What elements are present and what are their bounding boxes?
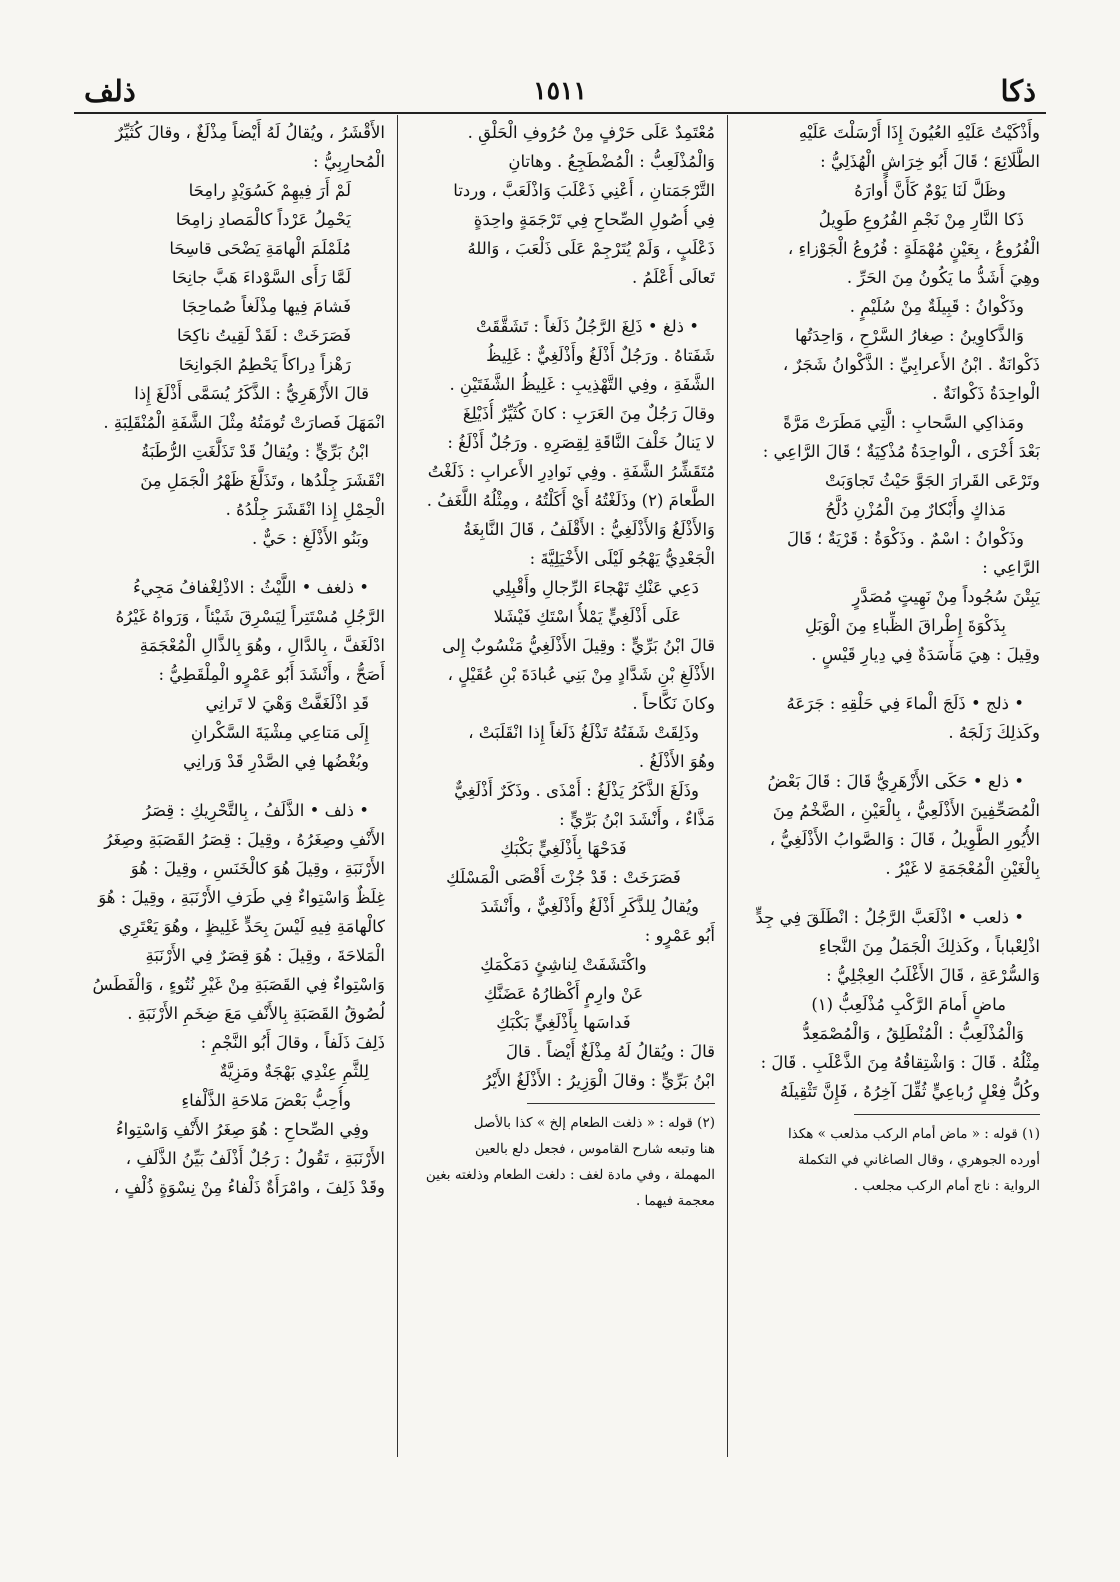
- text-line: الرَّاعِي :: [982, 558, 1040, 577]
- text-line: فَداسَها بِأَذْلَغِيٍّ بَكْبَكِ: [496, 1013, 631, 1032]
- text-line: الْمُصَحِّفِينَ الأَذْلَعِيُّ ، بِالْعَيْنِ ، الضَّخْمُ مِنَ: [772, 801, 1040, 820]
- entry-gap: [740, 883, 1040, 903]
- text-line: غِلَظٌ وَاسْتِواءٌ فِي طَرَفِ الأَرْنَبَةِ ، وقِيلَ : هُوَ: [98, 888, 385, 907]
- text-line: وكُلُّ فِعْلٍ رُباعِيٍّ ثُقِّلَ آخِرُهُ ، فَإِنَّ تَثْقِيلَهُ: [779, 1082, 1040, 1101]
- text-line: وتَرْعَى القَرارَ الجَوَّ حَيْثُ تَجاوَبَتْ: [824, 471, 1040, 490]
- text-line: وقالَ رَجُلٌ مِنَ العَرَبِ : كانَ كُثَيِّرٌ أُذَيْلِغَ: [462, 404, 715, 423]
- text-line: وَالذَّكاوِينُ : صِغارُ السَّرْحِ ، وَاحِدَتُها: [794, 326, 1024, 345]
- text-column-left: [90, 118, 385, 1458]
- text-line: مُلَمْلَمَ الْهامَةِ يَضْحَى قاسِحَا: [169, 239, 351, 258]
- text-line: إِلَى مَتاعِي مِشْيَةَ السَّكْرانِ: [190, 723, 369, 742]
- text-line: وَالْمُذْلَعِبُّ : الْمُضْطَجِعُ . وهاتانِ: [508, 152, 715, 171]
- text-line: وذَلَغَ الذَّكَرُ يَذْلَغُ : أَمْذَى . وذَكَرٌ أَذْلَغِيٌّ: [454, 781, 699, 800]
- text-line: مَذاكٍ وأَبْكارٌ مِنَ الْمُزْنِ دُلَّحُ: [825, 500, 1006, 519]
- footnote-line: هنا وتبعه شارح القاموس ، فجعل دلع بالعين: [474, 1141, 715, 1157]
- text-line: وفِي الصِّحاحِ : هُوَ صِغَرُ الأَنْفِ وَاسْتِواءُ: [115, 1120, 369, 1139]
- text-line: الشَّفَةِ ، وفِي التَّهْذِيبِ : غَلِيظُ الشَّفَتَيْنِ .: [449, 375, 715, 394]
- text-line: واكْتَشَفَتْ لِناشِئٍ دَمَكْمَكِ: [480, 955, 647, 974]
- text-line: فَصَرَخَتْ : لَقَدْ لَقِيتُ ناكِحَا: [177, 326, 351, 345]
- text-line: مُتَقَشِّرُ الشَّفَةِ . وفِي نَوادِرِ الأَعرابِ : ذَلَغْتُ: [427, 462, 715, 481]
- text-line: ابْنُ بَرِّيٍّ : وقالَ الْوَزِيرُ : الأَذْلَغُ الأَيْرُ: [483, 1071, 715, 1090]
- text-line: قالَ : ويُقالُ لَهُ مِذْلَغٌ أَيْضاً . قالَ: [506, 1042, 715, 1061]
- text-line: الطَّلَائِعَ ؛ قَالَ أَبُو خِرَاشٍ الْهُذَلِيُّ :: [820, 152, 1040, 171]
- text-line: قالَ الأَزْهَرِيُّ : الذَّكَرُ يُسَمَّى أَذْلَغَ إِذا: [134, 384, 369, 403]
- text-line: وَالسُّرْعَةِ ، قَالَ الأَغْلَبُ العِجْلِيُّ :: [826, 966, 1040, 985]
- text-line: تَعالَى أَعْلَمُ .: [632, 268, 715, 287]
- footnote-rule: [527, 1103, 715, 1104]
- text-line: الْمَلاحَةَ ، وقِيلَ : هُوَ قِصَرٌ فِي الأَرْنَبَةِ: [145, 946, 385, 965]
- text-line: لُصُوقُ القَصَبَةِ بِالأَنْفِ مَعَ ضِخَمِ الأَرْنَبَةِ .: [127, 1004, 385, 1023]
- text-line: مَذَّاءٌ ، وأَنْشَدَ ابْنُ بَرِّيٍّ :: [559, 810, 715, 829]
- text-line: مِثْلُهُ . قَالَ : وَاشْتِقاقُهُ مِنَ الذَّعْلَبِ . قَالَ :: [760, 1053, 1040, 1072]
- entry-gap: [740, 669, 1040, 689]
- text-line: بِذَكْوَةَ إِطْراقَ الظِّباءِ مِنَ الْوَبَلِ: [805, 616, 1006, 635]
- column-divider: [397, 115, 398, 1457]
- text-line: رَهْزاً دِراكاً يَحْطِمُ الجَوانِحَا: [178, 355, 351, 374]
- text-line: الأُيُورِ الطَّوِيلُ ، قَالَ : وَالصَّوابُ الأَذْلَغِيُّ ،: [769, 830, 1040, 849]
- text-line: وَالأَذْلَغُ وَالأَذْلَغِيُّ : الأَقْلَفُ ، قَالَ النَّابِغَةُ: [463, 520, 715, 539]
- text-line: وذَكْوانُ : اسْمٌ . وذَكْوَةُ : قَرْيَةٌ ؛ قَالَ: [786, 529, 1024, 548]
- text-column-right: [740, 118, 1040, 1458]
- entry-heading-line: • ذلج • ذَلَجَ الْماءَ فِي حَلْقِهِ : جَرَعَهُ: [786, 694, 1024, 713]
- text-line: الْمُحارِبِيُّ :: [313, 152, 385, 171]
- text-line: وهُوَ الأَذْلَغُ .: [638, 752, 715, 771]
- text-line: الْفُرُوعُ ، بِعَيْنٍ مُهْمَلَةٍ : فُرُوعُ الْجَوْزاءِ ،: [787, 239, 1040, 258]
- text-line: لا يَنالُ خَلْفَ النَّاقَةِ لِقِصَرِهِ . ورَجُلٌ أَذْلَغُ :: [447, 433, 715, 452]
- text-line: ماضٍ أَمامَ الرَّكْبِ مُذْلَعِبُّ (١): [811, 995, 1006, 1014]
- text-line: وبَنُو الأَذْلَغِ : حَيٌّ .: [252, 529, 369, 548]
- footnote-rule: [854, 1114, 1040, 1115]
- footnote-line: المهملة ، وفي مادة لغف : دلغت الطعام وذلغته بغين: [425, 1167, 715, 1183]
- column-divider: [727, 115, 728, 1457]
- text-line: ابْنُ بَرِّيٍّ : ويُقالُ قَدْ تَذَلَّغَتِ الرُّطَبَةُ: [141, 442, 369, 461]
- text-line: فِي أُصُولِ الصِّحاحِ فِي تَرْجَمَةٍ واحِدَةٍ: [473, 210, 715, 229]
- text-line: وَاسْتِواءٌ فِي القَصَبَةِ مِنْ غَيْرِ نُتُوءٍ ، وَالْفَطَسُ: [92, 975, 385, 994]
- text-line: وبُغْضُها فِي الصَّدْرِ قَدْ وَرانِي: [182, 752, 369, 771]
- footnote-line: (١) قوله : « ماض أمام الركب مذلعب » هكذا: [787, 1126, 1040, 1142]
- text-line: وهِيَ أَشَدُّ ما يَكُونُ مِنَ الحَرِّ .: [846, 268, 1040, 287]
- text-line: الْجَعْدِيُّ يَهْجُو لَيْلَى الأَخْيَلِيَّةَ :: [529, 549, 715, 568]
- text-line: الأَذْلَغِ بْنِ شَدَّادٍ مِنْ بَنِي عُبادَةَ بْنِ عُقَيْلٍ ،: [447, 665, 715, 684]
- text-line: وأُحِبُّ بَعْضَ مَلاحَةِ الذَّلْفاءِ: [181, 1091, 351, 1110]
- text-line: بَعْدَ أُخْرَى ، الْواحِدَةُ مُذْكِيَةٌ ؛ قَالَ الرَّاعِي :: [762, 442, 1040, 461]
- text-line: لَمَّا رَأَى السَّوْداءَ هَبَّ جانِحَا: [172, 268, 351, 287]
- text-line: دَعِي عَنْكِ تَهْجاءَ الرِّجالِ وأَقْبِلِي: [492, 578, 699, 597]
- text-line: التَّرْجَمَتانِ ، أَعْنِي ذَعْلَبَ وَاذْلَعَبَّ ، وردتا: [453, 181, 715, 200]
- entry-gap: [740, 747, 1040, 767]
- text-line: وكَذلِكَ زَلَجَهُ .: [948, 723, 1040, 742]
- text-line: أَصَحُّ ، وأَنْشَدَ أَبُو عَمْرٍو الْمِلْقَطِيُّ :: [158, 665, 385, 684]
- text-line: لَمْ أَرَ فِيهِمْ كَسُوَيْدٍ رامِحَا: [188, 181, 351, 200]
- text-line: يَحْمِلُ عَرْداً كالْمَصادِ زامِحَا: [175, 210, 351, 229]
- text-line: شَفَتاهُ . ورَجُلٌ أَذْلَغُ وأَذْلَغِيٌّ : غَلِيظُ: [486, 346, 715, 365]
- running-headword-left: ذلف: [84, 74, 136, 108]
- text-line: وظَلَّ لَنَا يَوْمٌ كَأَنَّ أُوارَهُ: [854, 181, 1006, 200]
- text-line: كالْهامَةِ فِيهِ لَيْسَ بِحَدٍّ غَلِيظٍ ، وهُوَ يَعْتَرِي: [118, 917, 385, 936]
- text-line: انْقَشَرَ جِلْدُها ، وتَذَلَّغَ ظَهْرُ الْجَمَلِ مِنَ: [140, 471, 385, 490]
- text-line: فَشامَ فِيها مِذْلَغاً صُماحِجَا: [181, 297, 351, 316]
- text-line: أَبُو عَمْرٍو :: [644, 926, 715, 945]
- text-line: عَلَى أَذْلَغِيٍّ يَمْلأُ اسْتَكِ فَيْشَلا: [493, 607, 681, 626]
- text-line: وقِيلَ : هِيَ مَأْسَدَةٌ فِي دِيارِ قَيْسٍ .: [811, 645, 1040, 664]
- text-line: الرَّجُلِ مُسْتَتِراً لِيَسْرِقَ شَيْئاً ، وَرَواهُ غَيْرُهُ: [115, 607, 385, 626]
- entry-gap: [90, 553, 385, 573]
- text-line: ذَعْلَبٍ ، وَلَمْ يُتَرْجِمْ عَلَى ذَلْعَبَ ، وَاللهُ: [467, 239, 715, 258]
- entry-gap: [412, 292, 715, 312]
- text-line: قَدِ اذْلَغَفَّتْ وَهْيَ لا تَرانِي: [205, 694, 369, 713]
- text-line: وذَكْوانُ : قَبِيلَةٌ مِنْ سُلَيْمٍ .: [849, 297, 1024, 316]
- text-line: الأَرْنَبَةِ ، تَقُولُ : رَجُلٌ أَذْلَفُ بَيِّنُ الذَّلَفِ ،: [125, 1149, 385, 1168]
- text-line: اذْلِعْباباً ، وكَذلِكَ الْجَمَلُ مِنَ النَّجاءِ: [818, 937, 1040, 956]
- text-line: الأَرْنَبَةِ ، وقِيلَ هُوَ كالْخَنَسِ ، وقِيلَ : هُوَ: [130, 859, 385, 878]
- footnote-line: معجمة فيهما .: [635, 1193, 715, 1209]
- text-line: الأَقْشَرُ ، ويُقالُ لَهُ أَيْضاً مِذْلَغٌ ، وقالَ كُثَيِّرٌ: [115, 123, 385, 142]
- text-line: مُعْتَمِدٌ عَلَى حَرْفٍ مِنْ حُرُوفِ الْحَلْقِ .: [467, 123, 715, 142]
- text-line: فَدَحْهَا بِأَذْلَغِيٍّ بَكْبَكِ: [500, 839, 627, 858]
- text-line: عَنْ وارِمٍ أَكْظارُهُ عَضَنَّكِ: [483, 984, 644, 1003]
- text-line: وقَدْ ذَلِفَ ، وامْرَأَةٌ ذَلْفاءُ مِنْ نِسْوَةٍ ذُلْفٍ ،: [113, 1178, 385, 1197]
- entry-gap: [90, 776, 385, 796]
- text-line: ذَكْوانَةٌ . ابْنُ الأَعرابِيِّ : الذَّكْوانُ شَجَرٌ ،: [782, 355, 1040, 374]
- text-line: الطَّعامَ (٢) وذَلَغْتُهُ أَيْ أَكَلْتُهُ ، ومِثْلُهُ اللَّغَفُ .: [426, 491, 715, 510]
- footnote-line: (٢) قوله : « ذلغت الطعام إلخ » كذا بالأصل: [473, 1115, 715, 1131]
- text-line: انْمَهَلَ فَصارَتْ تُومَتُهُ مِثْلَ الشَّفَةِ الْمُنْقَلِبَةِ .: [103, 413, 385, 432]
- text-line: يَبِتْنَ سُجُوداً مِنْ نَهِيتٍ مُصَدَّرٍ: [852, 587, 1040, 606]
- page-number: ١٥١١: [533, 76, 587, 105]
- text-line: فَصَرَخَتْ : قَدْ جُزْتَ أَقْصَى الْمَسْلَكِ: [446, 868, 681, 887]
- text-line: الْواحِدَةُ ذَكْوانَةٌ .: [932, 384, 1040, 403]
- text-line: وأَذْكَيْتُ عَلَيْهِ العُيُونَ إِذَا أَرْسَلْتَ عَلَيْهِ: [798, 123, 1040, 142]
- text-line: لِلثَّمِ عِنْدِي بَهْجَةٌ ومَزِيَّةٌ: [219, 1062, 369, 1081]
- running-headword-right: ذكا: [1000, 74, 1036, 108]
- entry-heading-line: • ذلعب • اذْلَعَبَّ الرَّجُلُ : انْطَلَقَ فِي جِدٍّ: [755, 908, 1024, 927]
- footnote-line: الرواية : ناج أمام الركب مجلعب .: [853, 1178, 1040, 1194]
- text-line: الْحِمْلِ إِذا انْقَشَرَ جِلْدُهُ .: [225, 500, 385, 519]
- entry-heading-line: • ذلع • حَكَى الأَزْهَرِيُّ قَالَ : قَالَ بَعْضُ: [767, 772, 1024, 791]
- text-line: قالَ ابْنُ بَرِّيٍّ : وقِيلَ الأَذْلَغِيُّ مَنْسُوبٌ إِلى: [442, 636, 715, 655]
- text-line: ذَلِفَ ذَلَفاً ، وقالَ أَبُو النَّجْمِ :: [200, 1033, 385, 1052]
- footnote-line: أورده الجوهري ، وقال الصاغاني في التكملة: [797, 1152, 1040, 1168]
- text-line: وَالْمُذْلَعِبُّ : الْمُنْطَلِقُ ، وَالْمُصْمَعِدُّ: [802, 1024, 1024, 1043]
- text-line: ومَذاكِي السَّحابِ : الَّتِي مَطَرَتْ مَرَّةً: [783, 413, 1024, 432]
- text-line: ذَكا النَّارِ مِنْ نَجْمِ الفُرُوعِ طَوِيلُ: [818, 210, 1024, 229]
- text-line: وذَلِقَتْ شَفَتُهُ تَذْلَغُ ذَلَغاً إِذا انْقَلَبَتْ ،: [468, 723, 699, 742]
- text-line: ويُقالُ لِلذَّكَرِ أَذْلَغُ وأَذْلَغِيٌّ ، وأَنْشَدَ: [480, 897, 699, 916]
- header-rule: [74, 112, 1046, 114]
- page-header: [74, 68, 1046, 108]
- entry-heading-line: • ذلغف • اللَّيْثُ : الاذْلِغْفافُ مَجِيءُ: [133, 578, 369, 597]
- text-line: وكانَ نَكَّاحاً .: [632, 694, 715, 713]
- text-line: ادْلَغَفَّ ، بِالدَّالِ ، وهُوَ بِالذَّالِ الْمُعْجَمَةِ: [139, 636, 385, 655]
- entry-heading-line: • ذلف • الذَّلَفُ ، بِالتَّحْرِيكِ : قِصَرُ: [142, 801, 369, 820]
- text-line: بِالْغَيْنِ الْمُعْجَمَةِ لا غَيْرُ .: [885, 859, 1040, 878]
- text-column-middle: [412, 118, 715, 1458]
- entry-heading-line: • ذلغ • ذَلِغَ الرَّجُلُ ذَلَغاً : تَشَقَّقَتْ: [475, 317, 699, 336]
- text-line: الأَنْفِ وصِغَرُهُ ، وقِيلَ : قِصَرُ القَصَبَةِ وصِغَرُ: [104, 830, 385, 849]
